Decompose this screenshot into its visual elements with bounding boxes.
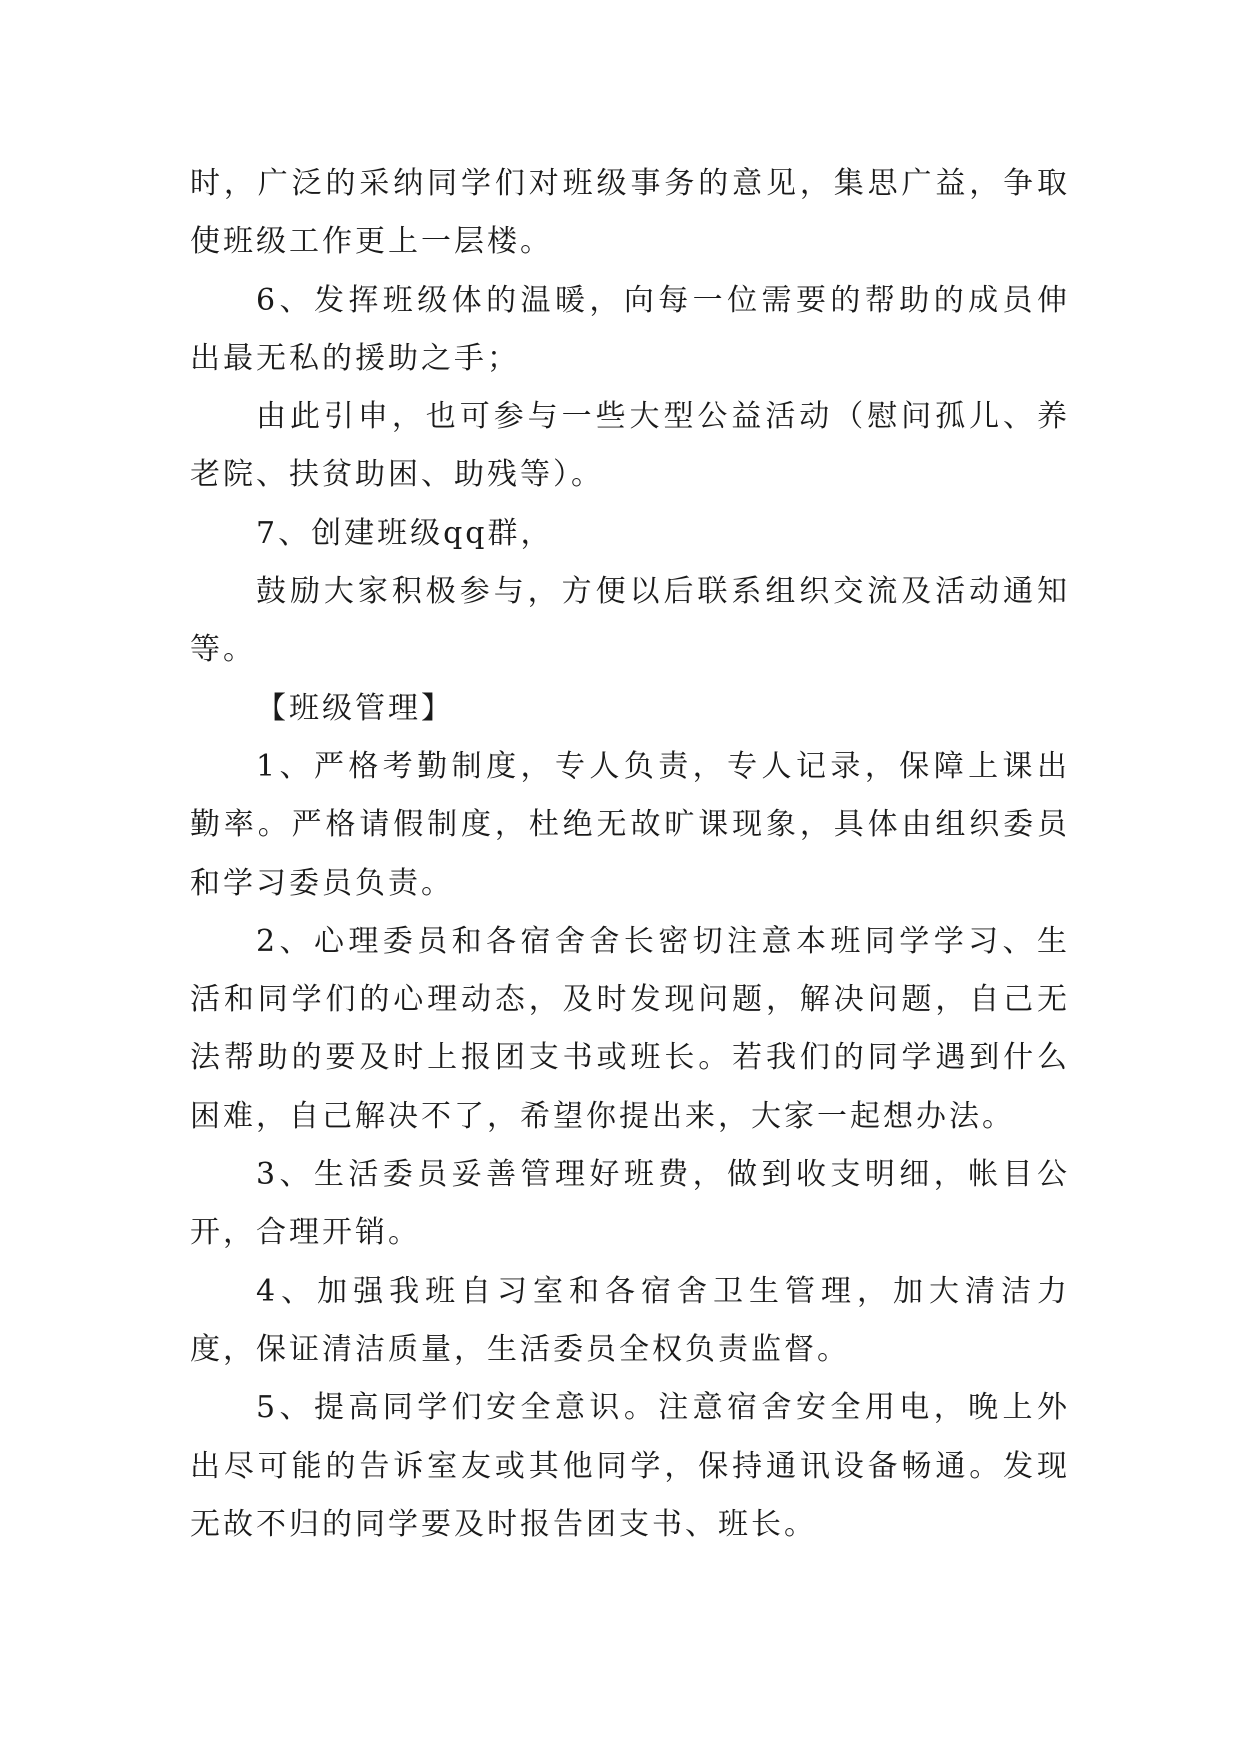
paragraph-management-2: 2、心理委员和各宿舍舍长密切注意本班同学学习、生活和同学们的心理动态，及时发现问题，解决问题，自己无法帮助的要及时上报团支书或班长。若我们的同学遇到什么困难，自己解决不了，希望你提出来，大家一起想办法。 bbox=[190, 923, 1070, 1134]
paragraph-management-3: 3、生活委员妥善管理好班费，做到收支明细，帐目公开，合理开销。 bbox=[190, 1157, 1070, 1251]
paragraph-qq-group: 鼓励大家积极参与，方便以后联系组织交流及活动通知等。 bbox=[190, 574, 1070, 668]
section-heading-class-management: 【班级管理】 bbox=[256, 690, 454, 726]
paragraph-management-5: 5、提高同学们安全意识。注意宿舍安全用电，晚上外出尽可能的告诉室友或其他同学，保持通讯设备畅通。发现无故不归的同学要及时报告团支书、班长。 bbox=[190, 1390, 1070, 1542]
paragraph-management-4: 4、加强我班自习室和各宿舍卫生管理，加大清洁力度，保证清洁质量，生活委员全权负责监督。 bbox=[190, 1273, 1070, 1367]
document-body bbox=[190, 155, 1070, 1554]
paragraph-item-7: 7、创建班级qq群， bbox=[256, 515, 554, 551]
paragraph-public-welfare: 由此引申，也可参与一些大型公益活动（慰问孤儿、养老院、扶贫助困、助残等）。 bbox=[190, 399, 1070, 493]
paragraph-management-1: 1、严格考勤制度，专人负责，专人记录，保障上课出勤率。严格请假制度，杜绝无故旷课现象，具体由组织委员和学习委员负责。 bbox=[190, 748, 1070, 901]
paragraph-item-6: 6、发挥班级体的温暖，向每一位需要的帮助的成员伸出最无私的援助之手； bbox=[190, 282, 1070, 376]
paragraph-continuation: 时，广泛的采纳同学们对班级事务的意见，集思广益，争取使班级工作更上一层楼。 bbox=[190, 166, 1070, 260]
